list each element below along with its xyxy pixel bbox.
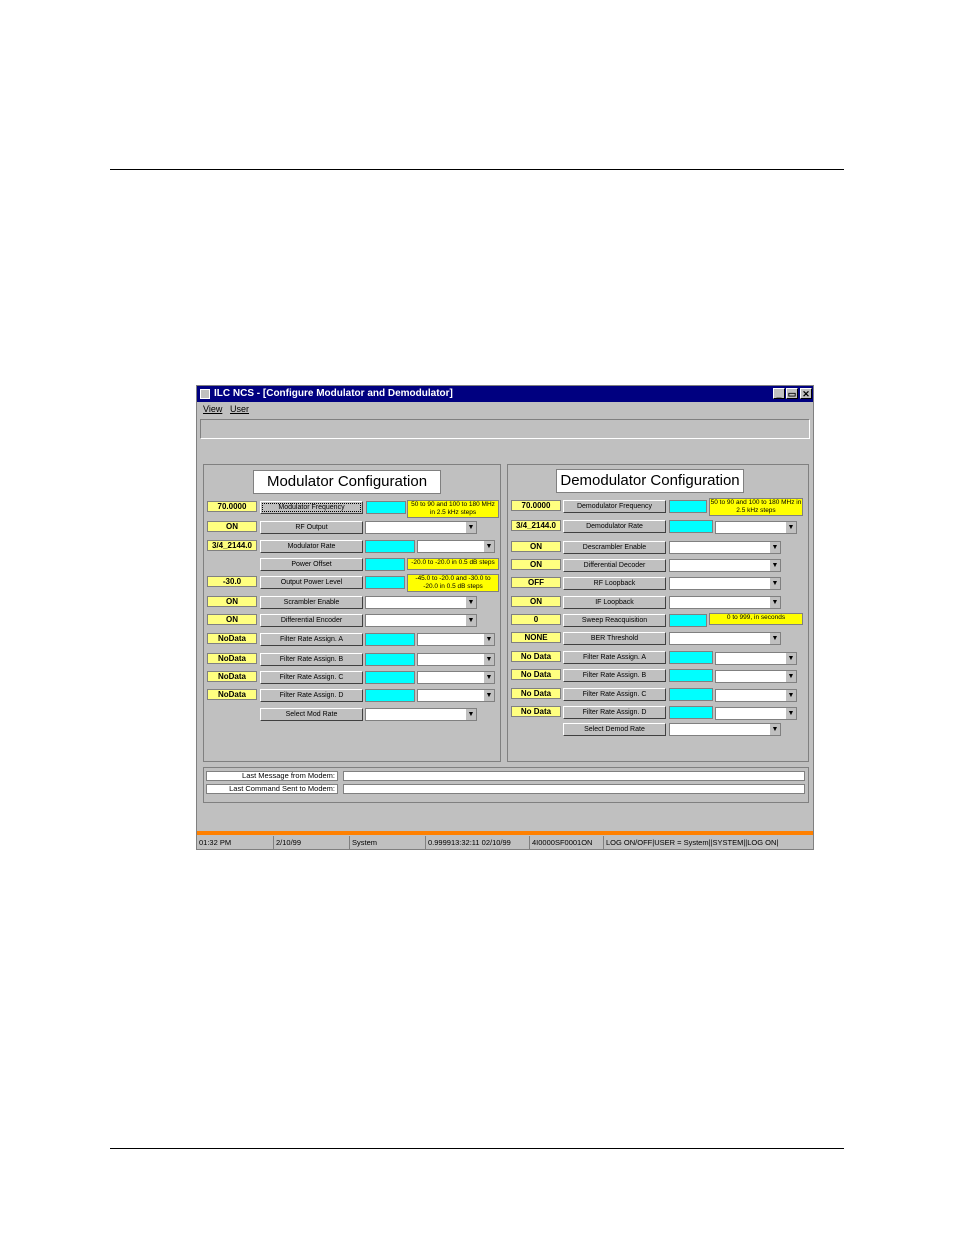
mod-power-offset-button[interactable]: Power Offset	[260, 558, 363, 571]
mod-filter-b-value: NoData	[207, 653, 257, 664]
status-date: 2/10/99	[273, 836, 349, 849]
mod-frequency-button[interactable]: Modulator Frequency	[260, 501, 363, 514]
mod-diff-encoder-button[interactable]: Differential Encoder	[260, 614, 363, 627]
mod-diff-encoder-value: ON	[207, 614, 257, 625]
mod-filter-d-value: NoData	[207, 689, 257, 700]
status-divider	[197, 831, 813, 835]
chevron-down-icon[interactable]: ▼	[771, 726, 779, 733]
chevron-down-icon[interactable]: ▼	[485, 674, 493, 681]
demod-diff-decoder-button[interactable]: Differential Decoder	[563, 559, 666, 572]
chevron-down-icon[interactable]: ▼	[771, 544, 779, 551]
mod-filter-b-input[interactable]	[365, 653, 415, 666]
status-log-info: LOG ON/OFF|USER = System||SYSTEM||LOG ON|	[603, 836, 813, 849]
demod-frequency-note: 50 to 90 and 100 to 180 MHz in 2.5 kHz steps	[710, 499, 802, 514]
chevron-down-icon[interactable]: ▼	[485, 636, 493, 643]
mod-diff-encoder-dropdown[interactable]	[365, 614, 477, 627]
status-user: System	[349, 836, 425, 849]
demod-filter-b-value: No Data	[511, 669, 561, 680]
demod-filter-a-dropdown[interactable]	[715, 652, 797, 665]
chevron-down-icon[interactable]: ▼	[467, 524, 475, 531]
demod-descrambler-dropdown[interactable]	[669, 541, 781, 554]
demod-descrambler-button[interactable]: Descrambler Enable	[563, 541, 666, 554]
demod-diff-decoder-dropdown[interactable]	[669, 559, 781, 572]
chevron-down-icon[interactable]: ▼	[787, 655, 795, 662]
demod-filter-a-value: No Data	[511, 651, 561, 662]
status-log-entry: 0.999913:32:11 02/10/99	[425, 836, 529, 849]
demod-filter-d-input[interactable]	[669, 706, 713, 719]
menu-bar	[197, 402, 813, 416]
mod-scrambler-value: ON	[207, 596, 257, 607]
mod-frequency-note: 50 to 90 and 100 to 180 MHz in 2.5 kHz steps	[407, 500, 499, 518]
demod-rate-dropdown[interactable]	[715, 521, 797, 534]
demod-sweep-value: 0	[511, 614, 561, 625]
mod-filter-a-button[interactable]: Filter Rate Assign. A	[260, 633, 363, 646]
status-time: 01:32 PM	[199, 838, 232, 847]
demod-diff-decoder-value: ON	[511, 559, 561, 570]
demod-filter-b-input[interactable]	[669, 669, 713, 682]
chevron-down-icon[interactable]: ▼	[467, 599, 475, 606]
chevron-down-icon[interactable]: ▼	[485, 543, 493, 550]
chevron-down-icon[interactable]: ▼	[467, 617, 475, 624]
demod-sweep-button[interactable]: Sweep Reacquisition	[563, 614, 666, 627]
mod-frequency-value: 70.0000	[207, 501, 257, 512]
chevron-down-icon[interactable]: ▼	[787, 524, 795, 531]
demod-filter-d-button[interactable]: Filter Rate Assign. D	[563, 706, 666, 719]
demod-filter-c-dropdown[interactable]	[715, 689, 797, 702]
demod-filter-b-dropdown[interactable]	[715, 670, 797, 683]
app-window	[196, 385, 814, 850]
mod-output-power-input[interactable]	[365, 576, 405, 589]
last-command-field	[343, 784, 805, 794]
toolbar-area	[200, 419, 810, 439]
demod-rf-loopback-button[interactable]: RF Loopback	[563, 577, 666, 590]
demodulator-title: Demodulator Configuration	[556, 469, 744, 493]
chevron-down-icon[interactable]: ▼	[771, 599, 779, 606]
mod-filter-d-button[interactable]: Filter Rate Assign. D	[260, 689, 363, 702]
select-mod-rate-dropdown[interactable]	[365, 708, 477, 721]
restore-icon[interactable]: ▭	[787, 389, 797, 399]
demod-filter-d-dropdown[interactable]	[715, 707, 797, 720]
mod-output-power-note: -45.0 to -20.0 and -30.0 to -20.0 in 0.5 dB steps	[407, 574, 499, 592]
mod-scrambler-button[interactable]: Scrambler Enable	[260, 596, 363, 609]
mod-rate-value: 3/4_2144.0	[207, 540, 257, 551]
chevron-down-icon[interactable]: ▼	[787, 692, 795, 699]
close-icon[interactable]: ✕	[800, 388, 812, 399]
mod-filter-d-input[interactable]	[365, 689, 415, 702]
demod-rate-input[interactable]	[669, 520, 713, 533]
select-mod-rate-button[interactable]: Select Mod Rate	[260, 708, 363, 721]
demod-rf-loopback-dropdown[interactable]	[669, 577, 781, 590]
demod-if-loopback-value: ON	[511, 596, 561, 607]
demod-sweep-input[interactable]	[669, 614, 707, 627]
chevron-down-icon[interactable]: ▼	[485, 656, 493, 663]
modulator-title: Modulator Configuration	[253, 470, 441, 494]
demod-ber-dropdown[interactable]	[669, 632, 781, 645]
chevron-down-icon[interactable]: ▼	[771, 580, 779, 587]
mod-filter-a-value: NoData	[207, 633, 257, 644]
demod-frequency-button[interactable]: Demodulator Frequency	[563, 500, 666, 513]
demod-rf-loopback-value: OFF	[511, 577, 561, 588]
demod-rate-value: 3/4_2144.0	[511, 520, 561, 531]
demod-descrambler-value: ON	[511, 541, 561, 552]
demod-ber-value: NONE	[511, 632, 561, 643]
mod-power-offset-input[interactable]	[365, 558, 405, 571]
mod-filter-d-dropdown[interactable]	[417, 689, 495, 702]
demod-filter-d-value: No Data	[511, 706, 561, 717]
last-message-field	[343, 771, 805, 781]
mod-filter-a-dropdown[interactable]	[417, 633, 495, 646]
demod-frequency-value: 70.0000	[511, 500, 561, 511]
chevron-down-icon[interactable]: ▼	[787, 673, 795, 680]
status-bar	[197, 836, 813, 849]
demod-if-loopback-button[interactable]: IF Loopback	[563, 596, 666, 609]
mod-rate-dropdown[interactable]	[417, 540, 495, 553]
mod-filter-a-input[interactable]	[365, 633, 415, 646]
select-demod-rate-button[interactable]: Select Demod Rate	[563, 723, 666, 736]
minimize-icon[interactable]: _	[773, 388, 785, 399]
demod-filter-c-value: No Data	[511, 688, 561, 699]
mod-filter-b-dropdown[interactable]	[417, 653, 495, 666]
demod-ber-button[interactable]: BER Threshold	[563, 632, 666, 645]
mod-rate-button[interactable]: Modulator Rate	[260, 540, 363, 553]
chevron-down-icon[interactable]: ▼	[771, 562, 779, 569]
menu-view[interactable]: View	[203, 404, 223, 414]
mod-power-offset-note: -20.0 to -20.0 in 0.5 dB steps	[407, 558, 499, 570]
demod-if-loopback-dropdown[interactable]	[669, 596, 781, 609]
window-title: ILC NCS - [Configure Modulator and Demodulator]	[214, 388, 453, 399]
mod-frequency-input[interactable]	[366, 501, 406, 514]
demod-filter-a-button[interactable]: Filter Rate Assign. A	[563, 651, 666, 664]
mod-filter-c-dropdown[interactable]	[417, 671, 495, 684]
bottom-rule	[110, 1148, 844, 1149]
chevron-down-icon[interactable]: ▼	[467, 711, 475, 718]
demod-filter-a-input[interactable]	[669, 651, 713, 664]
mod-filter-c-input[interactable]	[365, 671, 415, 684]
mod-filter-c-button[interactable]: Filter Rate Assign. C	[260, 671, 363, 684]
mod-rf-output-dropdown[interactable]	[365, 521, 477, 534]
mod-rf-output-button[interactable]: RF Output	[260, 521, 363, 534]
demod-filter-c-button[interactable]: Filter Rate Assign. C	[563, 688, 666, 701]
chevron-down-icon[interactable]: ▼	[771, 635, 779, 642]
mod-rate-input[interactable]	[365, 540, 415, 553]
mod-output-power-button[interactable]: Output Power Level	[260, 576, 363, 589]
mod-filter-c-value: NoData	[207, 671, 257, 682]
demod-filter-c-input[interactable]	[669, 688, 713, 701]
status-address: 4I0000SF0001ON	[529, 836, 603, 849]
mod-rf-output-value: ON	[207, 521, 257, 532]
title-bar	[197, 386, 813, 402]
demod-rate-button[interactable]: Demodulator Rate	[563, 520, 666, 533]
last-command-label: Last Command Sent to Modem:	[206, 784, 338, 794]
demod-filter-b-button[interactable]: Filter Rate Assign. B	[563, 669, 666, 682]
mod-scrambler-dropdown[interactable]	[365, 596, 477, 609]
mod-filter-b-button[interactable]: Filter Rate Assign. B	[260, 653, 363, 666]
menu-user[interactable]: User	[230, 404, 250, 414]
demod-sweep-note: 0 to 999, in seconds	[709, 613, 803, 625]
last-message-label: Last Message from Modem:	[206, 771, 338, 781]
select-demod-rate-dropdown[interactable]	[669, 723, 781, 736]
demod-frequency-input[interactable]	[669, 500, 707, 513]
mod-output-power-value: -30.0	[207, 576, 257, 587]
app-icon	[200, 389, 210, 399]
top-rule	[110, 169, 844, 170]
chevron-down-icon[interactable]: ▼	[787, 710, 795, 717]
chevron-down-icon[interactable]: ▼	[485, 692, 493, 699]
